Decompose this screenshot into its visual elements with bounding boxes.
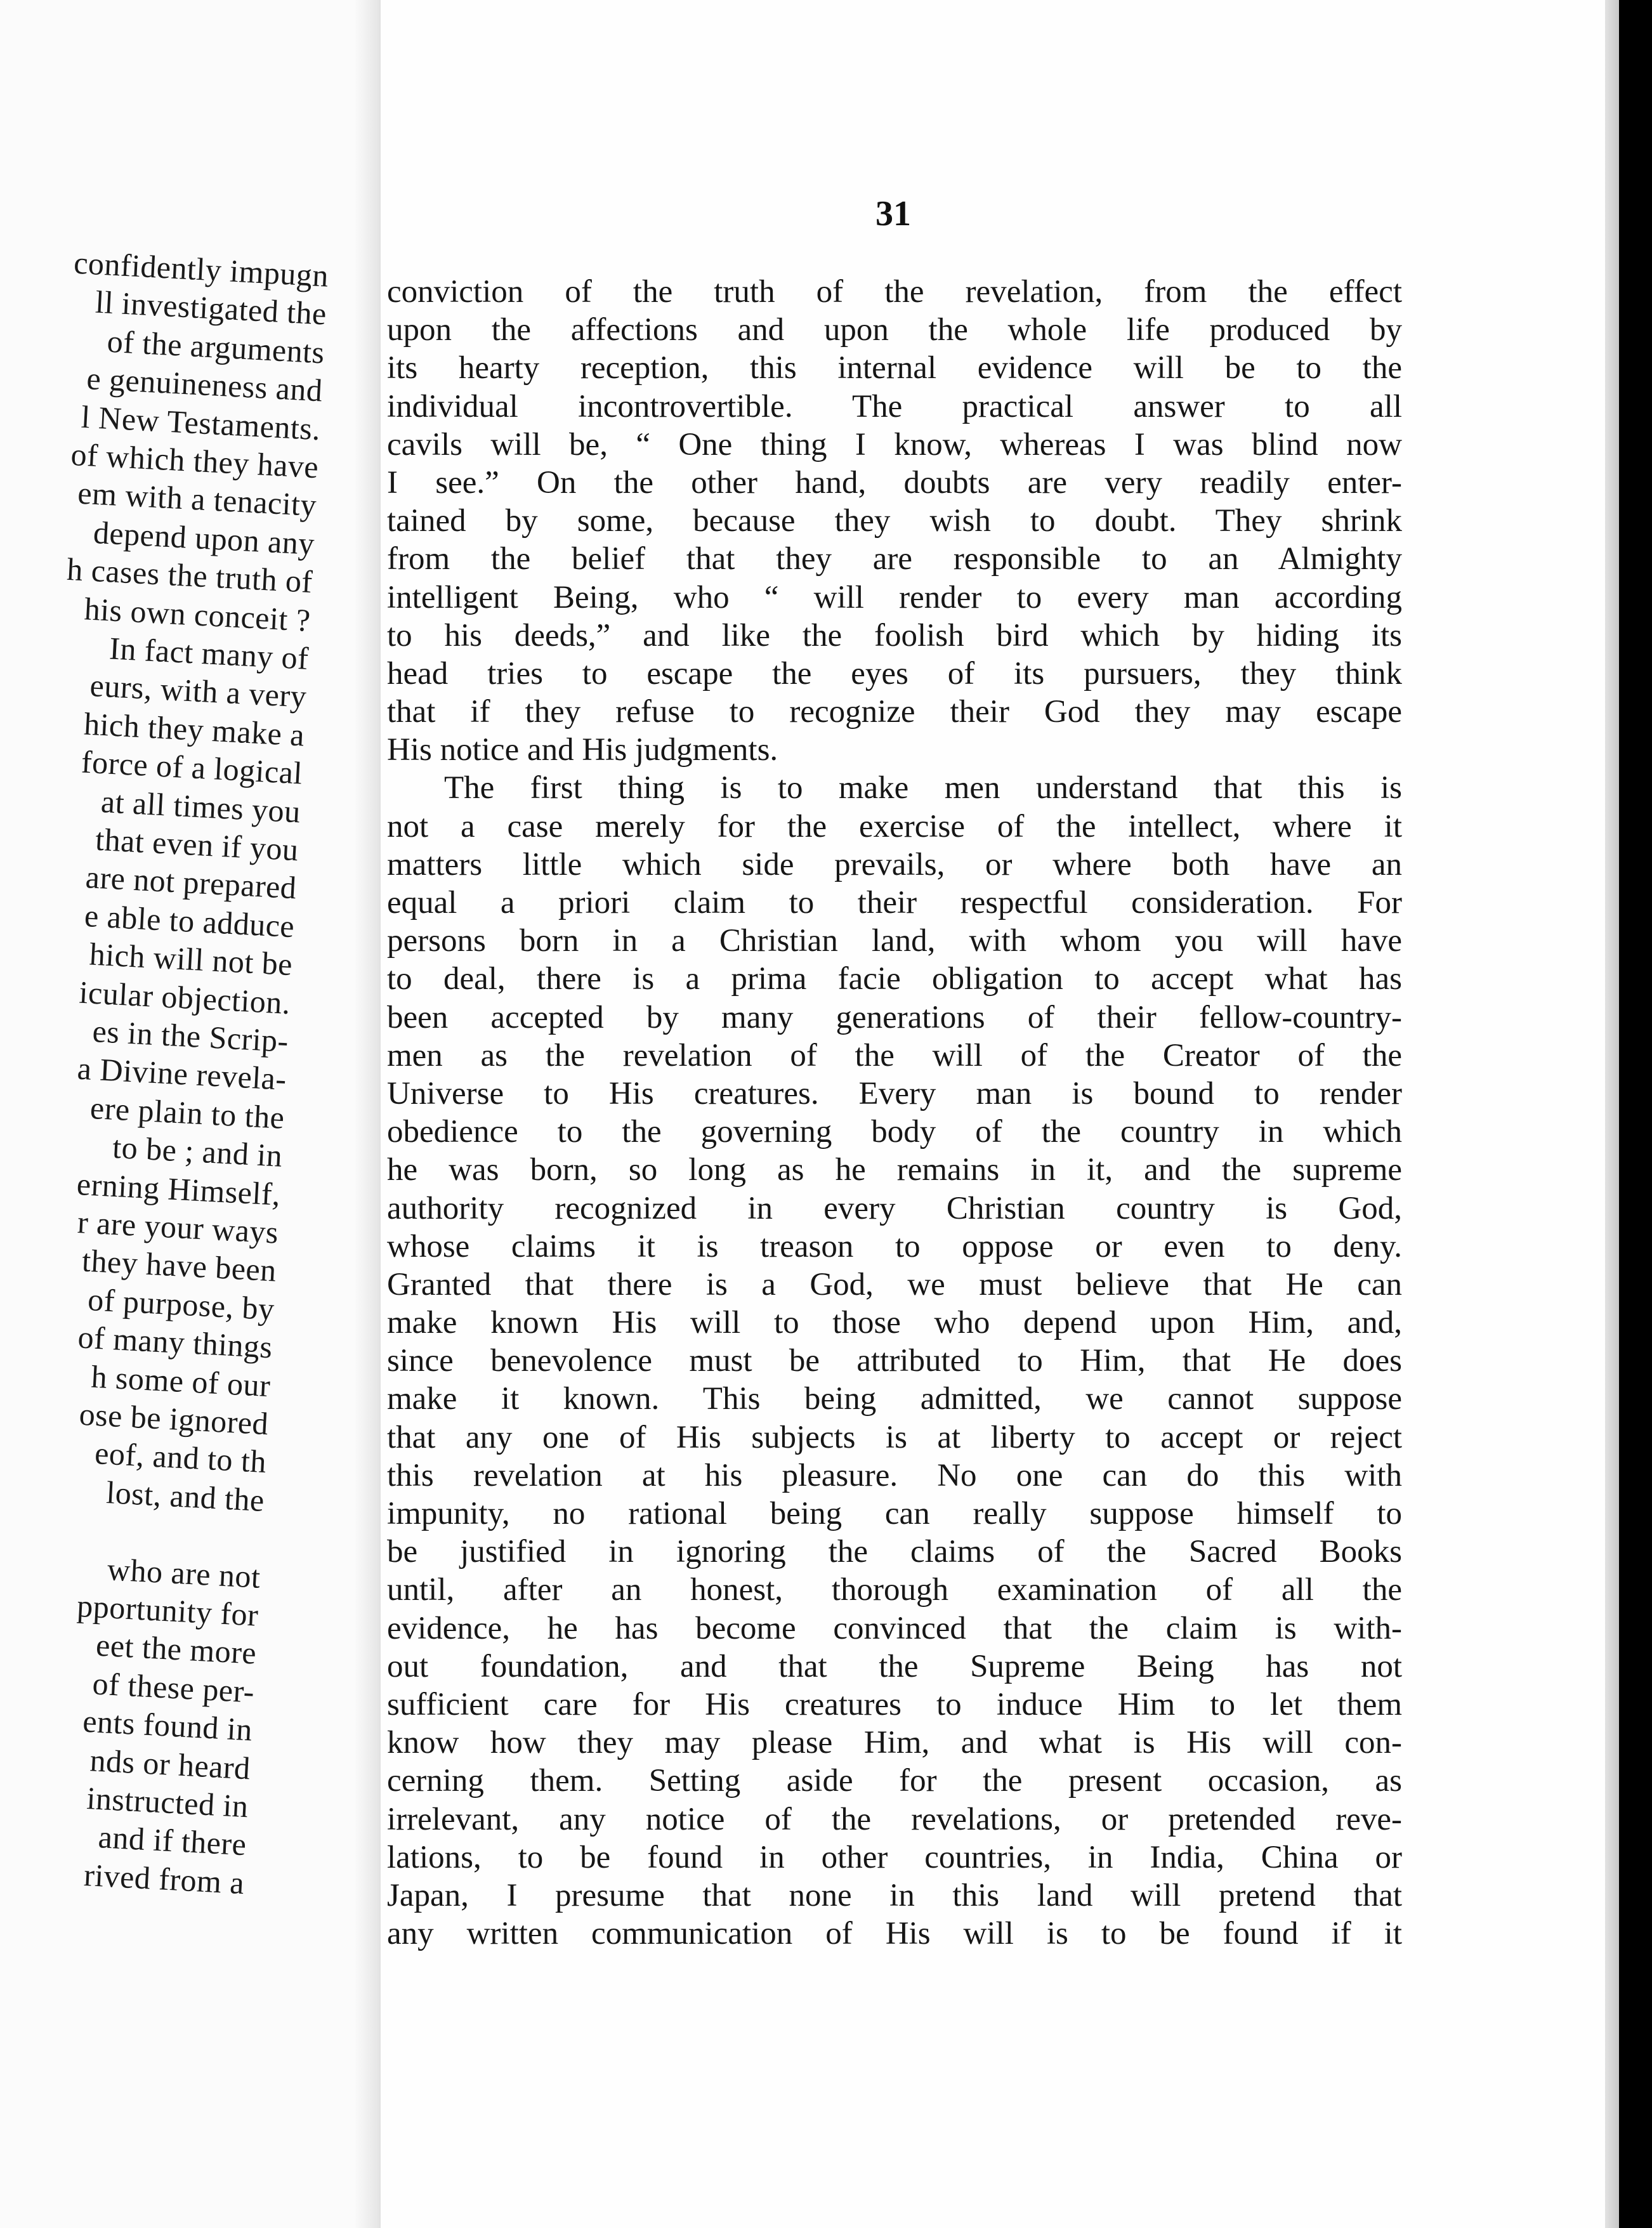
facing-page-line: are not prepared bbox=[84, 859, 298, 906]
text-line: make known His will to those who depend upon Him, and, bbox=[387, 1305, 1402, 1341]
text-line: Japan, I presume that none in this land will pretend that bbox=[387, 1877, 1402, 1913]
facing-page-line: h some of our bbox=[90, 1358, 272, 1403]
facing-page-line: a Divine revela- bbox=[76, 1051, 288, 1098]
facing-page-line: pportunity for bbox=[76, 1587, 259, 1633]
page-number: 31 bbox=[875, 194, 911, 233]
body-text bbox=[387, 273, 1402, 1953]
text-line: make it known. This being admitted, we cannot suppose bbox=[387, 1381, 1402, 1417]
facing-page-line: r are your ways bbox=[76, 1204, 280, 1250]
text-line: tained by some, because they wish to doubt. They shrink bbox=[387, 503, 1402, 539]
text-line: whose claims it is treason to oppose or even to deny. bbox=[387, 1228, 1402, 1264]
facing-page-line: erning Himself, bbox=[75, 1165, 282, 1212]
facing-page-line: to be ; and in bbox=[112, 1129, 284, 1174]
facing-page-line: e genuineness and bbox=[86, 360, 324, 409]
text-line: out foundation, and that the Supreme Being has not bbox=[387, 1648, 1402, 1684]
facing-page-line: eof, and to th bbox=[94, 1435, 268, 1480]
text-line: its hearty reception, this internal evidence will be to the bbox=[387, 350, 1402, 386]
text-line: not a case merely for the exercise of the intellect, where it bbox=[387, 808, 1402, 844]
facing-page-line: hich they make a bbox=[82, 705, 306, 753]
facing-page-left bbox=[0, 0, 368, 2228]
facing-page-line: eet the more bbox=[95, 1627, 258, 1672]
facing-page-line: ose be ignored bbox=[78, 1396, 270, 1442]
text-line: until, after an honest, thorough examination of all the bbox=[387, 1572, 1402, 1608]
facing-page-line: es in the Scrip- bbox=[91, 1012, 290, 1059]
text-line: Universe to His creatures. Every man is bound to render bbox=[387, 1075, 1402, 1111]
facing-page-line: ll investigated the bbox=[94, 284, 328, 332]
facing-page-line: who are not bbox=[106, 1550, 261, 1595]
text-line: irrelevant, any notice of the revelations, or pretended reve- bbox=[387, 1801, 1402, 1837]
text-line: know how they may please Him, and what is His will con- bbox=[387, 1725, 1402, 1761]
text-line: individual incontrovertible. The practical answer to all bbox=[387, 388, 1402, 424]
facing-page-line: force of a logical bbox=[80, 744, 304, 791]
facing-page-line: lost, and the bbox=[105, 1474, 266, 1518]
facing-page-line: depend upon any bbox=[92, 514, 316, 561]
text-line: intelligent Being, who “ will render to every man according bbox=[387, 579, 1402, 615]
text-line: cerning them. Setting aside for the present occasion, as bbox=[387, 1763, 1402, 1799]
text-line: I see.” On the other hand, doubts are very readily enter- bbox=[387, 464, 1402, 501]
facing-page-line: confidently impugn bbox=[73, 244, 330, 294]
text-line: cavils will be, “ One thing I know, whereas I was blind now bbox=[387, 426, 1402, 462]
facing-page-line: of which they have bbox=[70, 436, 320, 485]
text-line: His notice and His judgments. bbox=[387, 732, 778, 768]
text-line: equal a priori claim to their respectful consideration. For bbox=[387, 885, 1402, 921]
facing-page-line: eurs, with a very bbox=[89, 667, 308, 715]
text-line: conviction of the truth of the revelation, from the effect bbox=[387, 274, 1402, 310]
text-line: upon the affections and upon the whole life produced by bbox=[387, 312, 1402, 348]
facing-page-line: nds or heard bbox=[89, 1741, 252, 1786]
facing-page-line: ents found in bbox=[82, 1703, 254, 1748]
facing-page-line: of many things bbox=[77, 1319, 273, 1365]
text-line: from the belief that they are responsible to an Almighty bbox=[387, 541, 1402, 577]
text-line: to his deeds,” and like the foolish bird which by hiding its bbox=[387, 617, 1402, 653]
text-line: sufficient care for His creatures to induce Him to let them bbox=[387, 1686, 1402, 1722]
text-line: this revelation at his pleasure. No one can do this with bbox=[387, 1457, 1402, 1493]
facing-page-line: ere plain to the bbox=[89, 1089, 285, 1136]
text-line: head tries to escape the eyes of its pursuers, they think bbox=[387, 655, 1402, 691]
facing-page-line: em with a tenacity bbox=[77, 475, 318, 523]
page-edge bbox=[1605, 0, 1619, 2228]
text-line: he was born, so long as he remains in it, and the supreme bbox=[387, 1152, 1402, 1188]
facing-page-line: at all times you bbox=[100, 783, 302, 830]
facing-page-line: In fact many of bbox=[108, 630, 310, 676]
text-line: men as the revelation of the will of the Creator of the bbox=[387, 1037, 1402, 1073]
text-line: Granted that there is a God, we must believe that He can bbox=[387, 1266, 1402, 1302]
text-line: matters little which side prevails, or where both have an bbox=[387, 846, 1402, 882]
text-line: that any one of His subjects is at liberty to accept or reject bbox=[387, 1419, 1402, 1455]
text-line: evidence, he has become convinced that the claim is with- bbox=[387, 1610, 1402, 1646]
facing-page-line: icular objection. bbox=[78, 974, 292, 1021]
text-line: lations, to be found in other countries, in India, China or bbox=[387, 1839, 1402, 1875]
text-line: be justified in ignoring the claims of the Sacred Books bbox=[387, 1534, 1402, 1570]
text-line: persons born in a Christian land, with whom you will have bbox=[387, 923, 1402, 959]
text-line: to deal, there is a prima facie obligation to accept what has bbox=[387, 961, 1402, 997]
text-line: authority recognized in every Christian country is God, bbox=[387, 1190, 1402, 1226]
facing-page-line: l New Testaments. bbox=[80, 398, 322, 447]
facing-page-line: his own conceit ? bbox=[83, 590, 311, 638]
text-line: been accepted by many generations of their fellow-country- bbox=[387, 999, 1402, 1035]
text-line: since benevolence must be attributed to Him, that He does bbox=[387, 1343, 1402, 1379]
facing-page-text bbox=[0, 0, 367, 2228]
text-line: obedience to the governing body of the country in which bbox=[387, 1114, 1402, 1150]
text-line: that if they refuse to recognize their God they may escape bbox=[387, 694, 1402, 730]
facing-page-line: they have been bbox=[81, 1242, 278, 1288]
facing-page-line: of the arguments bbox=[106, 323, 326, 370]
facing-page-line: hich will not be bbox=[88, 936, 294, 983]
facing-page-line: rived from a bbox=[82, 1856, 246, 1901]
facing-page-line: and if there bbox=[97, 1819, 247, 1863]
text-line: The first thing is to make men understand that this is bbox=[444, 770, 1402, 806]
facing-page-line: instructed in bbox=[86, 1780, 249, 1825]
text-line: impunity, no rational being can really suppose himself to bbox=[387, 1496, 1402, 1531]
facing-page-line: of these per- bbox=[91, 1665, 256, 1710]
facing-page-line: h cases the truth of bbox=[66, 551, 314, 600]
facing-page-line: that even if you bbox=[95, 821, 300, 868]
text-line: any written communication of His will is to be found if it bbox=[387, 1916, 1402, 1952]
facing-page-line: e able to adduce bbox=[83, 897, 296, 945]
facing-page-line: of purpose, by bbox=[87, 1281, 276, 1327]
